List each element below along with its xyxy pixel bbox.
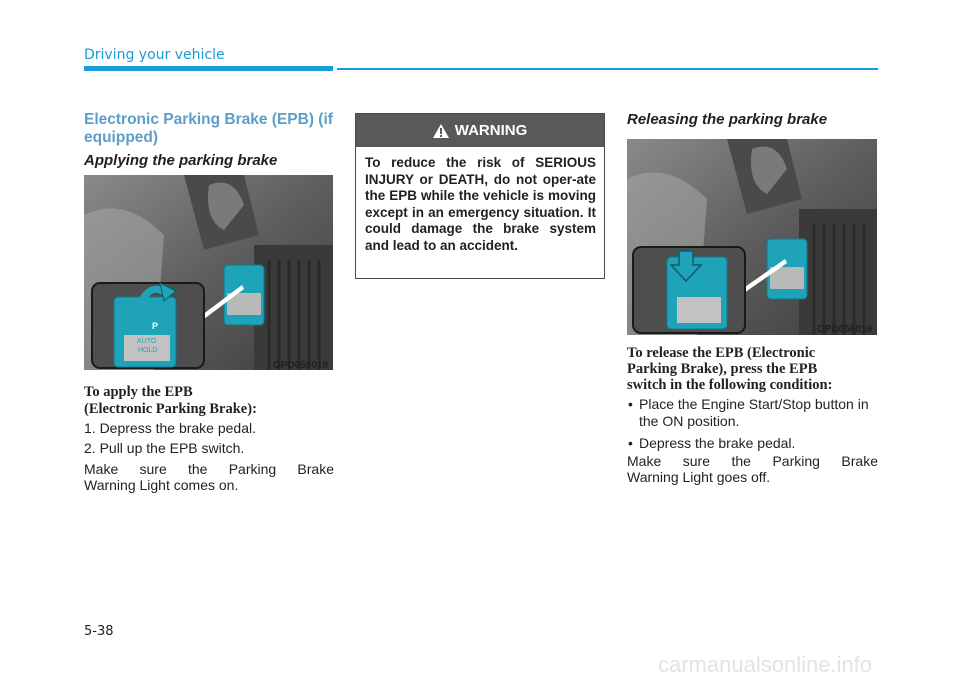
watermark: carmanualsonline.info: [658, 652, 873, 677]
list-item: • Depress the brake pedal.: [627, 435, 879, 452]
apply-figure-code: OPD056018: [273, 360, 329, 371]
section-title: Driving your vehicle: [84, 47, 225, 63]
switch-label-p: P: [152, 321, 159, 331]
apply-note-line-1: Make sure the Parking Brake: [84, 461, 334, 477]
release-figure: [627, 139, 877, 335]
warning-box: [355, 113, 605, 279]
warning-label: WARNING: [454, 122, 528, 139]
warning-triangle-icon: [433, 124, 449, 138]
header-rule-thin: [337, 68, 878, 70]
apply-note-line-2: Warning Light comes on.: [84, 477, 239, 493]
release-subtitle: Releasing the parking brake: [627, 111, 828, 128]
release-instruction-line-3: switch in the following condition:: [627, 377, 833, 393]
list-item: • Place the Engine Start/Stop button in the ON position.: [627, 396, 879, 430]
apply-instruction-heading-1: To apply the EPB: [84, 384, 193, 400]
apply-figure: [84, 175, 333, 370]
release-instruction-line-1: To release the EPB (Electronic: [627, 345, 816, 361]
apply-step-2: 2. Pull up the EPB switch.: [84, 440, 245, 456]
warning-header: [356, 114, 604, 147]
apply-step-1: 1. Depress the brake pedal.: [84, 420, 256, 436]
release-conditions: [627, 396, 879, 457]
release-instruction-line-2: Parking Brake), press the EPB: [627, 361, 818, 377]
switch-label-auto: AUTO: [137, 338, 157, 345]
header-rule-thick: [84, 66, 333, 71]
apply-subtitle: Applying the parking brake: [84, 152, 278, 169]
page-number: 5-38: [84, 624, 114, 639]
epb-title: Electronic Parking Brake (EPB) (if equipped): [84, 111, 333, 146]
release-note-line-2: Warning Light goes off.: [627, 469, 771, 485]
release-note-line-1: Make sure the Parking Brake: [627, 453, 878, 469]
warning-text: To reduce the risk of SERIOUS INJURY or DEATH, do not oper-ate the EPB while the vehicle is moving except in an emergency situation. It could damage the brake system and lead to an accident.: [365, 155, 596, 253]
apply-instruction-heading-2: (Electronic Parking Brake):: [84, 401, 257, 417]
release-figure-code: OPD056019: [817, 324, 873, 335]
switch-label-hold: HOLD: [138, 347, 158, 354]
